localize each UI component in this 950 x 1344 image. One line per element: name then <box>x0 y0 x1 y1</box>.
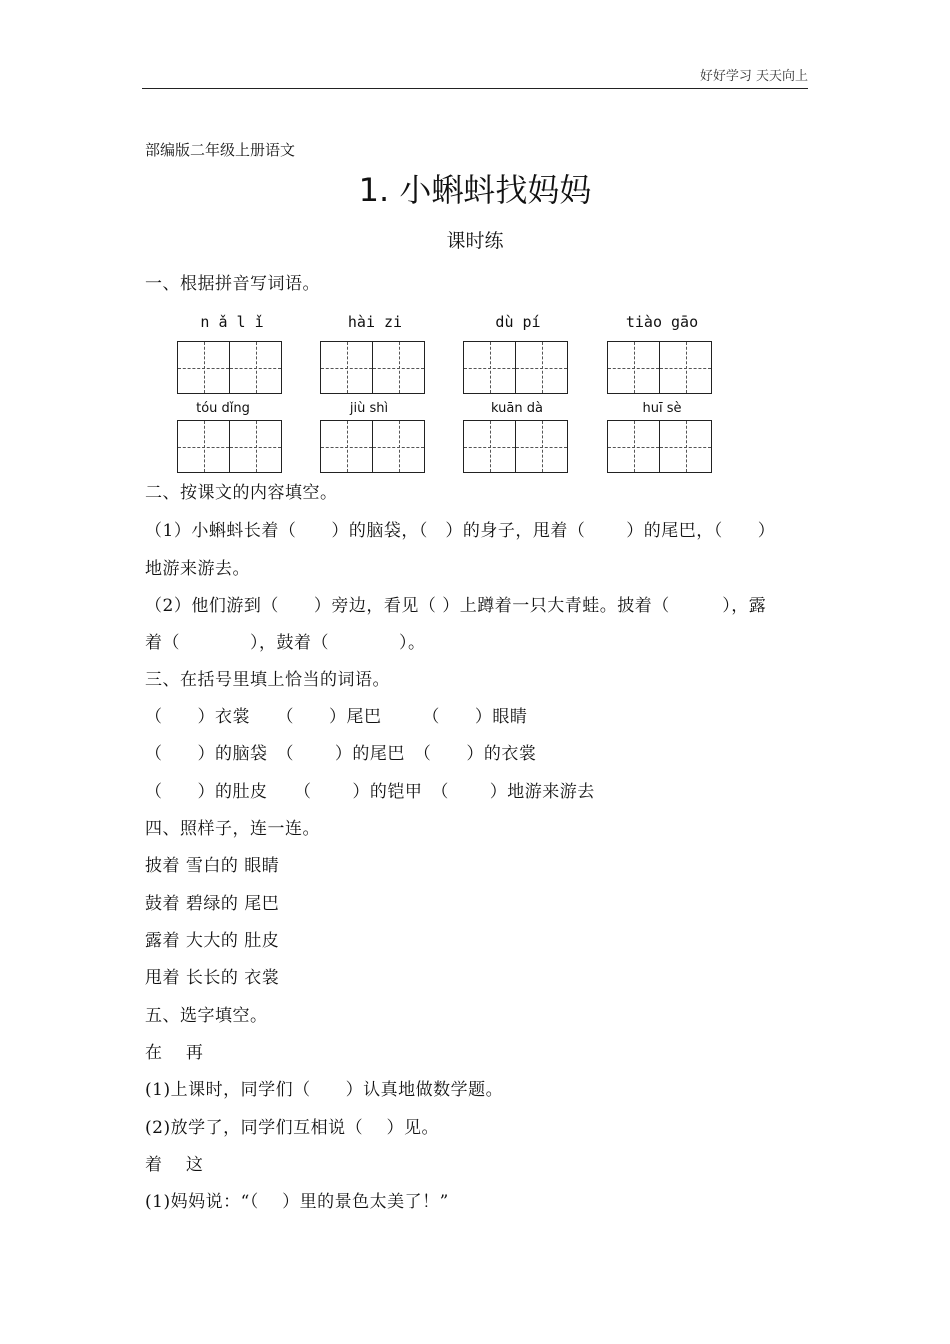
section3-heading: 三、在括号里填上恰当的词语。 <box>145 670 390 690</box>
subject-label: 部编版二年级上册语文 <box>145 141 296 159</box>
writing-cell[interactable] <box>515 341 568 394</box>
word-choice-pair: 着 这 <box>145 1155 204 1175</box>
writing-cell[interactable] <box>463 341 516 394</box>
fill-blank-question[interactable]: (1)上课时，同学们（ ）认真地做数学题。 <box>145 1080 504 1100</box>
writing-cell[interactable] <box>229 341 282 394</box>
pinyin-label: hài zi <box>347 313 403 331</box>
fill-blank-question[interactable]: (2)放学了，同学们互相说（ ）见。 <box>145 1118 439 1138</box>
writing-grid[interactable] <box>463 420 567 474</box>
writing-cell[interactable] <box>607 420 660 473</box>
section4-heading: 四、照样子，连一连。 <box>145 819 320 839</box>
section1-heading: 一、根据拼音写词语。 <box>145 274 320 294</box>
writing-cell[interactable] <box>320 420 373 473</box>
section2-heading: 二、按课文的内容填空。 <box>145 483 338 503</box>
fill-blank-row[interactable]: （ ）衣裳 （ ）尾巴 （ ）眼睛 <box>145 707 528 727</box>
writing-cell[interactable] <box>229 420 282 473</box>
writing-cell[interactable] <box>607 341 660 394</box>
matching-row[interactable]: 甩着 长长的 衣裳 <box>145 968 280 988</box>
word-choice-pair: 在 再 <box>145 1043 204 1063</box>
writing-cell[interactable] <box>372 341 425 394</box>
fill-blank-question[interactable]: （1）小蝌蚪长着（ ）的脑袋，（ ）的身子，甩着（ ）的尾巴，（ ） <box>145 521 776 541</box>
fill-blank-question: 地游来游去。 <box>145 559 250 579</box>
matching-row[interactable]: 鼓着 碧绿的 尾巴 <box>145 894 280 914</box>
pinyin-label: dù pí <box>495 313 541 331</box>
writing-cell[interactable] <box>659 341 712 394</box>
writing-cell[interactable] <box>320 341 373 394</box>
matching-row[interactable]: 披着 雪白的 眼睛 <box>145 856 280 876</box>
fill-blank-question[interactable]: (1)妈妈说：“（ ）里的景色太美了！” <box>145 1192 449 1212</box>
fill-blank-row[interactable]: （ ）的脑袋 （ ）的尾巴 （ ）的衣裳 <box>145 744 537 764</box>
writing-grid[interactable] <box>607 341 711 395</box>
header-motto: 好好学习 天天向上 <box>699 69 808 84</box>
fill-blank-question[interactable]: （2）他们游到（ ）旁边，看见（ ）上蹲着一只大青蛙。披着（ ），露 <box>145 596 767 616</box>
writing-cell[interactable] <box>372 420 425 473</box>
writing-grid[interactable] <box>320 420 424 474</box>
pinyin-label: jiù shì <box>349 401 389 416</box>
pinyin-label: tiào gāo <box>625 313 699 331</box>
fill-blank-question[interactable]: 着（ ），鼓着（ ）。 <box>145 633 426 653</box>
page-title: 1. 小蝌蚪找妈妈 <box>358 171 592 209</box>
writing-cell[interactable] <box>515 420 568 473</box>
section5-heading: 五、选字填空。 <box>145 1006 268 1026</box>
pinyin-label: tóu dǐng <box>196 401 250 416</box>
pinyin-label: huī sè <box>642 401 682 416</box>
writing-grid[interactable] <box>463 341 567 395</box>
fill-blank-row[interactable]: （ ）的肚皮 （ ）的铠甲 （ ）地游来游去 <box>145 782 595 802</box>
writing-grid[interactable] <box>177 341 281 395</box>
pinyin-label: n ǎ l ǐ <box>200 313 264 331</box>
writing-cell[interactable] <box>463 420 516 473</box>
writing-cell[interactable] <box>659 420 712 473</box>
writing-grid[interactable] <box>177 420 281 474</box>
writing-cell[interactable] <box>177 420 230 473</box>
page-subtitle: 课时练 <box>446 230 504 252</box>
matching-row[interactable]: 露着 大大的 肚皮 <box>145 931 280 951</box>
pinyin-label: kuān dà <box>491 401 543 416</box>
writing-grid[interactable] <box>320 341 424 395</box>
writing-grid[interactable] <box>607 420 711 474</box>
writing-cell[interactable] <box>177 341 230 394</box>
header-rule <box>142 88 808 89</box>
